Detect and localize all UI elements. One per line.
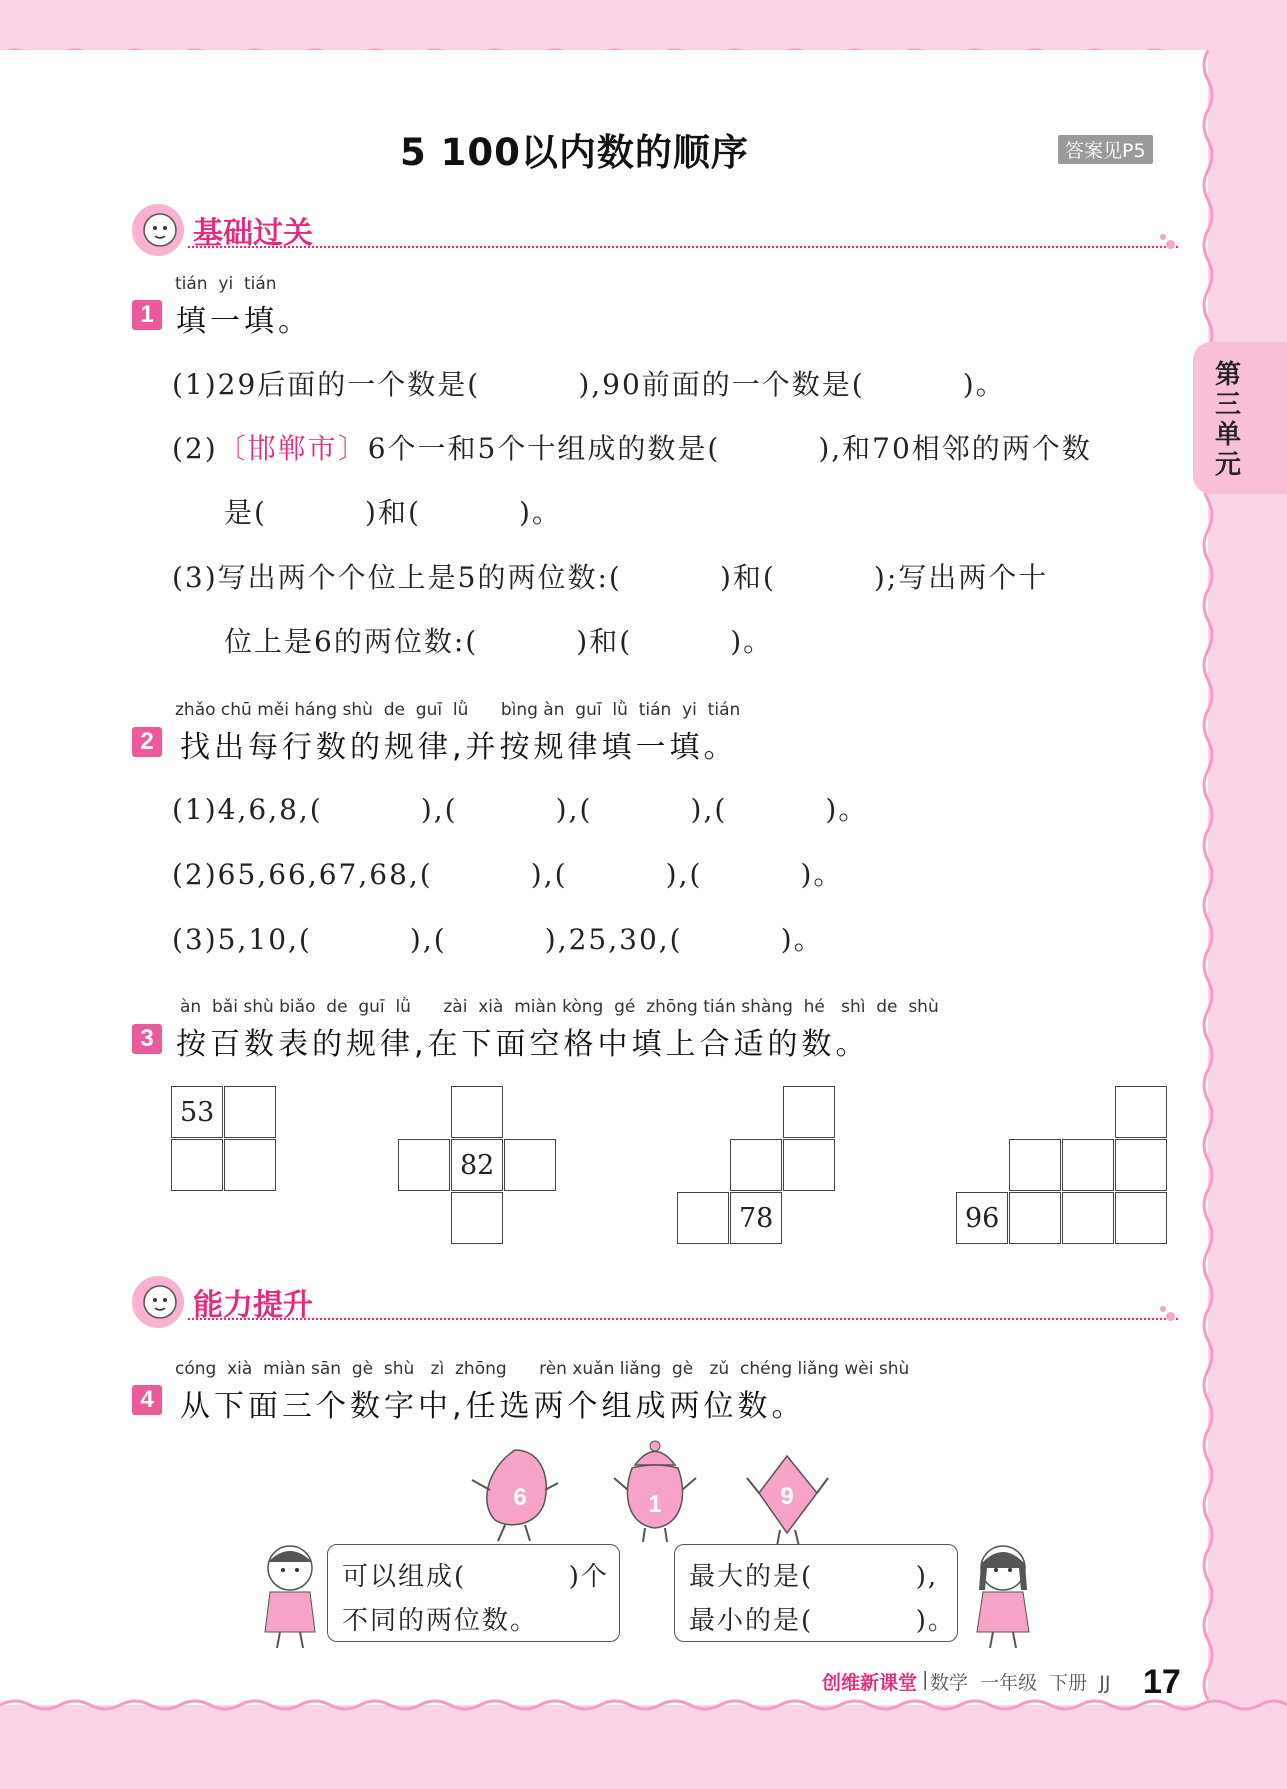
bubble-left-line-2: 不同的两位数。 <box>342 1606 539 1636</box>
q2-pinyin: zhǎo chū měi háng shù de guī lǜ bìng àn guī lǜ tián yi tián <box>175 700 741 720</box>
grid-cell-given: 82 <box>451 1139 503 1191</box>
digit-1-character-icon <box>610 1440 700 1545</box>
digit-6-character-icon <box>470 1445 560 1545</box>
q1-item-2-prefix: (2) <box>172 432 218 465</box>
grid-cell-blank[interactable] <box>783 1086 835 1138</box>
grid-cell-blank[interactable] <box>224 1086 276 1138</box>
q2-item-3: (3)5,10,( ),( ),25,30,( )。 <box>172 923 824 956</box>
q2-item-1: (1)4,6,8,( ),( ),( ),( )。 <box>172 793 869 826</box>
digit-9-label: 9 <box>780 1483 794 1510</box>
bubble-left-line-1: 可以组成( )个 <box>342 1562 609 1592</box>
q1-item-2 <box>172 427 1092 467</box>
wave-border-bottom <box>0 1697 1287 1713</box>
q4-prompt: 从下面三个数字中,任选两个组成两位数。 <box>180 1389 806 1424</box>
section-header-basic <box>128 200 1178 264</box>
grid-cell-blank[interactable] <box>1009 1139 1061 1191</box>
page-title: 5 100以内数的顺序 <box>400 131 749 174</box>
grid-cell-blank[interactable] <box>1115 1086 1167 1138</box>
girl-mascot-icon <box>130 202 186 258</box>
grid-cell-blank[interactable] <box>783 1139 835 1191</box>
bubble-right-line-2: 最小的是( )。 <box>689 1606 956 1636</box>
digit-9-character-icon <box>745 1448 830 1548</box>
q1-item-2-cont: 是( )和( )。 <box>224 496 562 529</box>
question-number-2: 2 <box>132 727 162 757</box>
speech-bubble-left <box>327 1544 620 1642</box>
grid-cell-blank[interactable] <box>398 1139 450 1191</box>
grid-cell-blank[interactable] <box>504 1139 556 1191</box>
girl-student-icon <box>965 1540 1040 1650</box>
grid-cell-blank[interactable] <box>171 1139 223 1191</box>
q3-pinyin: àn bǎi shù biǎo de guī lǜ zài xià miàn kòng gé zhōng tián shàng hé shì de shù <box>180 997 939 1017</box>
grid-cell-given: 78 <box>730 1192 782 1244</box>
grid-cell-blank[interactable] <box>1062 1192 1114 1244</box>
footer-book-info: 数学 一年级 下册 JJ <box>930 1672 1111 1694</box>
page-number: 17 <box>1143 1663 1181 1701</box>
grid-cell-given: 53 <box>171 1086 223 1138</box>
digit-6-label: 6 <box>513 1484 527 1511</box>
answer-reference: 答案见P5 <box>1058 135 1153 164</box>
q1-item-3: (3)写出两个个位上是5的两位数:( )和( );写出两个十 <box>172 561 1049 594</box>
q1-item-3-cont: 位上是6的两位数:( )和( )。 <box>224 625 774 658</box>
q3-prompt: 按百数表的规律,在下面空格中填上合适的数。 <box>176 1027 870 1062</box>
footer-brand: 创维新课堂 <box>822 1672 918 1694</box>
grid-cell-blank[interactable] <box>1115 1192 1167 1244</box>
section-header-advanced <box>128 1272 1178 1336</box>
digit-1-label: 1 <box>648 1491 662 1518</box>
question-number-4: 4 <box>132 1385 162 1415</box>
unit-side-tab <box>1193 342 1287 494</box>
q1-item-2-text: 6个一和5个十组成的数是( ),和70相邻的两个数 <box>367 432 1092 465</box>
wave-border-right <box>1200 50 1216 1705</box>
city-tag: 〔邯郸市〕 <box>217 432 368 465</box>
boy-student-icon <box>255 1540 325 1650</box>
grid-cell-blank[interactable] <box>224 1139 276 1191</box>
q2-item-2: (2)65,66,67,68,( ),( ),( )。 <box>172 858 844 891</box>
bubble-right-line-1: 最大的是( ), <box>689 1562 939 1592</box>
section-title-advanced: 能力提升 <box>193 1288 313 1323</box>
unit-tab-label: 第三单元 <box>1215 360 1242 480</box>
grid-cell-blank[interactable] <box>1062 1139 1114 1191</box>
q1-pinyin: tián yi tián <box>175 274 277 294</box>
section-title-basic: 基础过关 <box>193 216 313 251</box>
q4-pinyin: cóng xià miàn sān gè shù zì zhōng rèn xuǎn liǎng gè zǔ chéng liǎng wèi shù <box>175 1359 910 1379</box>
grid-cell-given: 96 <box>956 1192 1008 1244</box>
grid-cell-blank[interactable] <box>1009 1192 1061 1244</box>
q1-item-1: (1)29后面的一个数是( ),90前面的一个数是( )。 <box>172 368 1006 401</box>
speech-bubble-right <box>674 1544 958 1642</box>
question-number-3: 3 <box>132 1024 162 1054</box>
q2-prompt: 找出每行数的规律,并按规律填一填。 <box>180 730 738 765</box>
q1-prompt: 填一填。 <box>176 304 312 339</box>
grid-cell-blank[interactable] <box>1115 1139 1167 1191</box>
question-number-1: 1 <box>132 300 162 330</box>
footer-separator: | <box>922 1668 929 1690</box>
grid-cell-blank[interactable] <box>451 1086 503 1138</box>
grid-cell-blank[interactable] <box>451 1192 503 1244</box>
grid-cell-blank[interactable] <box>677 1192 729 1244</box>
grid-cell-blank[interactable] <box>730 1139 782 1191</box>
boy-mascot-icon <box>130 1274 186 1330</box>
